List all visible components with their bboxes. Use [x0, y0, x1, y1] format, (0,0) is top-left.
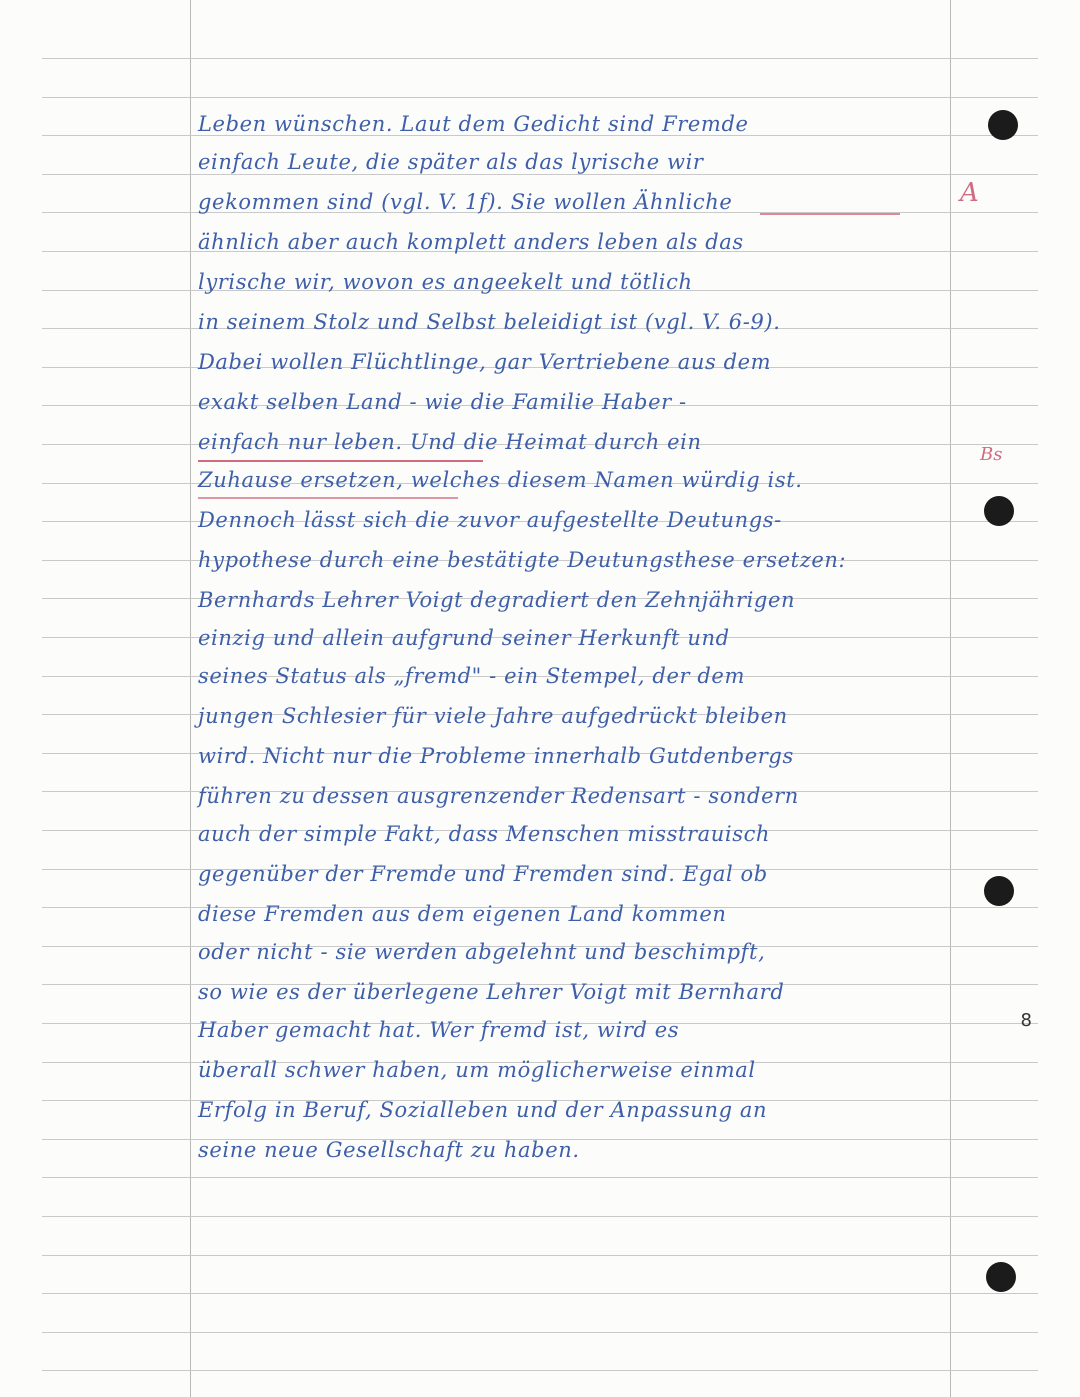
text-line: lyrische wir, wovon es angeekelt und tötlich [198, 270, 693, 294]
text-line: diese Fremden aus dem eigenen Land kommen [198, 902, 727, 926]
text-line: einzig und allein aufgrund seiner Herkunft und [198, 626, 730, 650]
ruled-line [42, 1177, 1038, 1178]
page-number: 8 [1020, 1010, 1032, 1031]
right-margin-line [950, 0, 951, 1397]
text-line: Dabei wollen Flüchtlinge, gar Vertriebene aus dem [198, 350, 772, 374]
left-margin-line [190, 0, 191, 1397]
text-line: so wie es der überlegene Lehrer Voigt mit Bernhard [198, 980, 785, 1004]
text-line: wird. Nicht nur die Probleme innerhalb Gutdenbergs [198, 744, 794, 768]
margin-correction-mark: A [960, 178, 979, 208]
ruled-line [42, 1332, 1038, 1333]
text-line: seine neue Gesellschaft zu haben. [198, 1138, 580, 1162]
ruled-line [42, 1255, 1038, 1256]
text-line: seines Status als „fremd" - ein Stempel, der dem [198, 664, 745, 688]
ruled-line [42, 97, 1038, 98]
ruled-line [42, 1293, 1038, 1294]
ruled-line [42, 1216, 1038, 1217]
text-line: einfach nur leben. Und die Heimat durch ein [198, 430, 702, 454]
text-line: Dennoch lässt sich die zuvor aufgestellte Deutungs- [198, 508, 782, 532]
text-line: einfach Leute, die später als das lyrische wir [198, 150, 704, 174]
text-line: Zuhause ersetzen, welches diesem Namen würdig ist. [198, 468, 803, 492]
text-line: auch der simple Fakt, dass Menschen misstrauisch [198, 822, 771, 846]
text-line: überall schwer haben, um möglicherweise einmal [198, 1058, 756, 1082]
correction-underline [760, 213, 900, 215]
margin-correction-mark: Bs [980, 444, 1003, 465]
text-line: jungen Schlesier für viele Jahre aufgedrückt bleiben [198, 704, 788, 728]
text-line: Bernhards Lehrer Voigt degradiert den Zehnjährigen [198, 588, 796, 612]
correction-underline [198, 497, 458, 499]
punch-hole [986, 1262, 1016, 1292]
text-line: führen zu dessen ausgrenzender Redensart - sondern [198, 784, 799, 808]
text-line: gekommen sind (vgl. V. 1f). Sie wollen Ähnliche [198, 190, 733, 214]
ruled-line [42, 58, 1038, 59]
text-line: hypothese durch eine bestätigte Deutungsthese ersetzen: [198, 548, 847, 572]
punch-hole [988, 110, 1018, 140]
punch-hole [984, 876, 1014, 906]
text-line: ähnlich aber auch komplett anders leben als das [198, 230, 744, 254]
text-line: exakt selben Land - wie die Familie Haber - [198, 390, 687, 414]
text-line: in seinem Stolz und Selbst beleidigt ist (vgl. V. 6-9). [198, 310, 781, 334]
text-line: Haber gemacht hat. Wer fremd ist, wird es [198, 1018, 680, 1042]
text-line: oder nicht - sie werden abgelehnt und beschimpft, [198, 940, 766, 964]
text-line: Leben wünschen. Laut dem Gedicht sind Fremde [198, 112, 749, 136]
ruled-line [42, 1370, 1038, 1371]
correction-underline [198, 460, 483, 462]
text-line: Erfolg in Beruf, Sozialleben und der Anpassung an [198, 1098, 768, 1122]
punch-hole [984, 496, 1014, 526]
text-line: gegenüber der Fremde und Fremden sind. Egal ob [198, 862, 768, 886]
